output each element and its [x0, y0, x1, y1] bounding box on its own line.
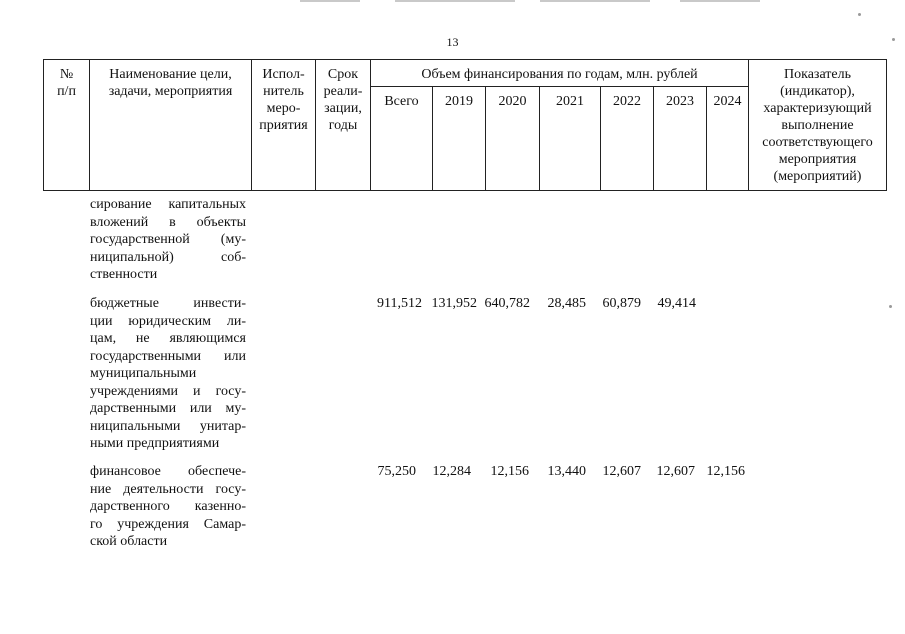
- header-indicator: Показатель (индикатор), характеризующий выполнение соответствующего мероприятия (мероприятий): [749, 60, 887, 191]
- scan-speck: [858, 13, 861, 16]
- scan-artifact: [395, 0, 515, 2]
- header-executor: Испол- нитель меро- приятия: [252, 60, 316, 191]
- value-2024: 12,156: [706, 464, 745, 479]
- value-2021: 13,440: [547, 464, 586, 479]
- value-2023: 49,414: [657, 296, 696, 311]
- row-description: бюджетные инвести- ции юридическим ли- цам, не являющимся государственными или муниципальными учреждениями и госу- дарственными или му- ниципальными унитар- ными предприятиями: [90, 296, 246, 451]
- row-description: финансовое обеспече- ние деятельности госу- дарственного казенно- го учреждения Самар- ской области: [90, 464, 246, 549]
- value-2021: 28,485: [547, 296, 586, 311]
- value-2022: 60,879: [602, 296, 641, 311]
- value-2023: 12,607: [656, 464, 695, 479]
- header-table: [43, 59, 887, 191]
- header-year-2022: 2022: [601, 87, 654, 191]
- row-description: сирование капитальных вложений в объекты государственной (му- ниципальной) соб- ственности: [90, 197, 246, 282]
- header-name: Наименование цели, задачи, мероприятия: [90, 60, 252, 191]
- header-year-total: Всего: [371, 87, 433, 191]
- scan-artifact: [540, 0, 650, 2]
- value-2019: 12,284: [432, 464, 471, 479]
- header-year-2019: 2019: [433, 87, 486, 191]
- value-2019: 131,952: [431, 296, 477, 311]
- scan-artifact: [300, 0, 360, 2]
- value-total: 75,250: [377, 464, 416, 479]
- header-num: № п/п: [44, 60, 90, 191]
- header-term: Срок реали- зации, годы: [316, 60, 371, 191]
- header-funding: Объем финансирования по годам, млн. рублей: [371, 60, 749, 87]
- scan-speck: [889, 305, 892, 308]
- header-year-2024: 2024: [707, 87, 749, 191]
- scan-artifact: [680, 0, 760, 2]
- value-2022: 12,607: [602, 464, 641, 479]
- header-year-2023: 2023: [654, 87, 707, 191]
- header-year-2021: 2021: [540, 87, 601, 191]
- value-total: 911,512: [377, 296, 422, 311]
- value-2020: 12,156: [490, 464, 529, 479]
- page-number: 13: [446, 35, 459, 49]
- value-2020: 640,782: [484, 296, 530, 311]
- header-year-2020: 2020: [486, 87, 540, 191]
